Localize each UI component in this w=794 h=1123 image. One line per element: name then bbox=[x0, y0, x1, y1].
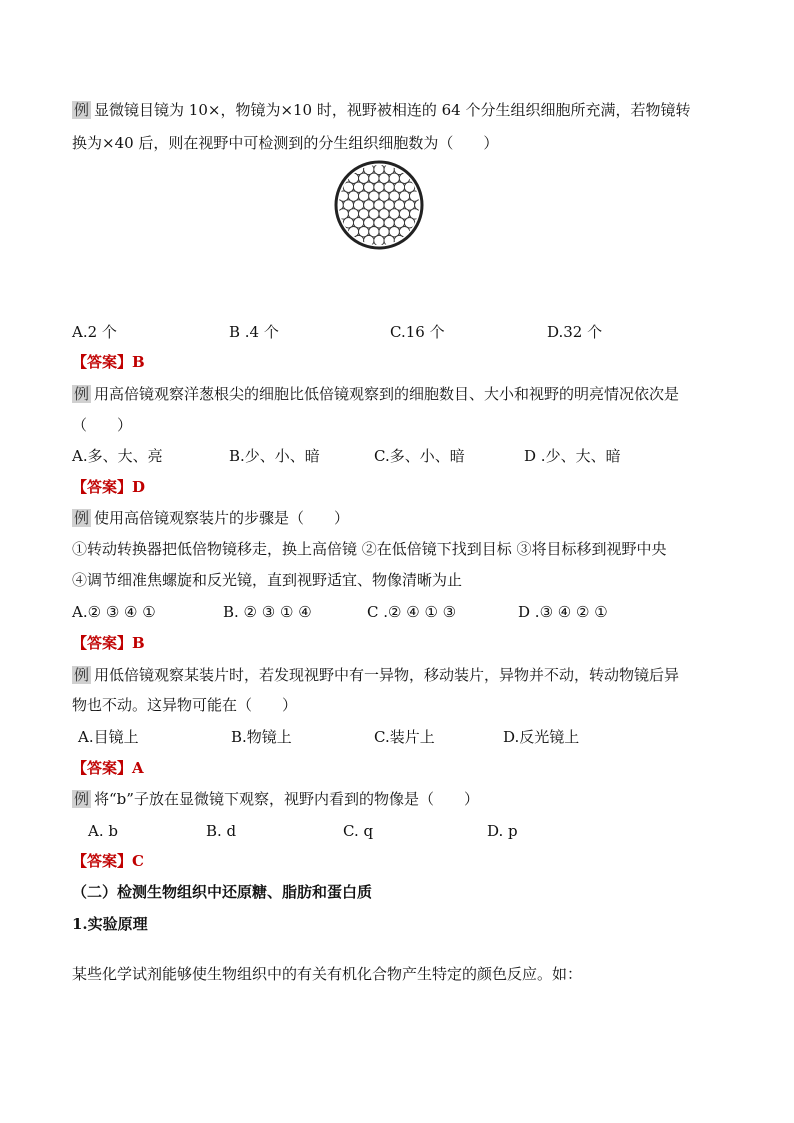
section-paragraph: 某些化学试剂能够使生物组织中的有关有机化合物产生特定的颜色反应。如： bbox=[72, 965, 583, 983]
q4-option-a[interactable]: A.目镜上 bbox=[78, 728, 139, 746]
q5-example-tag: 例 bbox=[74, 790, 90, 808]
q5-stem-line1: 例 将“b”子放在显微镜下观察，视野内看到的物像是（ ） bbox=[74, 790, 479, 808]
q2-option-a[interactable]: A.多、大、亮 bbox=[72, 447, 163, 465]
q1-answer: 【答案】B bbox=[72, 353, 145, 371]
q3-option-d[interactable]: D .③ ④ ② ① bbox=[518, 603, 608, 621]
q1-stem-line2: 换为×40 后，则在视野中可检测到的分生组织细胞数为（ ） bbox=[72, 134, 499, 152]
q1-option-a[interactable]: A.2 个 bbox=[72, 323, 117, 341]
q4-stem-line1: 例 用低倍镜观察某装片时，若发现视野中有一异物，移动装片，异物并不动，转动物镜后异 bbox=[74, 666, 680, 684]
q2-answer: 【答案】D bbox=[72, 478, 146, 496]
q5-option-d[interactable]: D. p bbox=[487, 822, 518, 840]
q2-option-c[interactable]: C.多、小、暗 bbox=[374, 447, 465, 465]
q3-answer: 【答案】B bbox=[72, 634, 145, 652]
q2-option-b[interactable]: B.少、小、暗 bbox=[229, 447, 320, 465]
q5-option-a[interactable]: A. b bbox=[88, 822, 118, 840]
q5-answer: 【答案】C bbox=[72, 852, 144, 870]
cell bbox=[374, 235, 384, 245]
q5-option-c[interactable]: C. q bbox=[343, 822, 374, 840]
q4-option-d[interactable]: D.反光镜上 bbox=[503, 728, 580, 746]
q2-stem-line1: 例 用高倍镜观察洋葱根尖的细胞比低倍镜观察到的细胞数目、大小和视野的明亮情况依次是 bbox=[74, 385, 680, 403]
q3-option-a[interactable]: A.② ③ ④ ① bbox=[72, 603, 156, 621]
q1-option-c[interactable]: C.16 个 bbox=[390, 323, 445, 341]
section-heading: （二）检测生物组织中还原糖、脂肪和蛋白质 bbox=[72, 883, 373, 901]
q4-answer: 【答案】A bbox=[72, 759, 144, 777]
q2-stem-line2: （ ） bbox=[72, 416, 133, 434]
q3-stem-line3: ④调节细准焦螺旋和反光镜，直到视野适宜、物像清晰为止 bbox=[72, 571, 463, 589]
q3-stem-line1: 例 使用高倍镜观察装片的步骤是（ ） bbox=[74, 509, 350, 527]
q3-option-c[interactable]: C .② ④ ① ③ bbox=[367, 603, 457, 621]
q2-example-tag: 例 bbox=[74, 385, 90, 403]
q4-option-b[interactable]: B.物镜上 bbox=[231, 728, 292, 746]
section-subheading: 1.实验原理 bbox=[72, 915, 148, 933]
q1-stem-line1: 例 显微镜目镜为 10×，物镜为×10 时，视野被相连的 64 个分生组织细胞所充满，若物镜转 bbox=[74, 101, 691, 119]
q1-option-b[interactable]: B .4 个 bbox=[229, 323, 279, 341]
q3-stem-line2: ①转动转换器把低倍物镜移走，换上高倍镜 ②在低倍镜下找到目标 ③将目标移到视野中央 bbox=[72, 540, 667, 558]
q5-option-b[interactable]: B. d bbox=[206, 822, 237, 840]
microscope-field-figure bbox=[334, 160, 424, 250]
q4-option-c[interactable]: C.装片上 bbox=[374, 728, 435, 746]
q3-option-b[interactable]: B. ② ③ ① ④ bbox=[223, 603, 312, 621]
q4-stem-line2: 物也不动。这异物可能在（ ） bbox=[72, 696, 298, 714]
q4-example-tag: 例 bbox=[74, 666, 90, 684]
q2-option-d[interactable]: D .少、大、暗 bbox=[524, 447, 621, 465]
q3-example-tag: 例 bbox=[74, 509, 90, 527]
q1-example-tag: 例 bbox=[74, 101, 90, 119]
q1-option-d[interactable]: D.32 个 bbox=[547, 323, 603, 341]
